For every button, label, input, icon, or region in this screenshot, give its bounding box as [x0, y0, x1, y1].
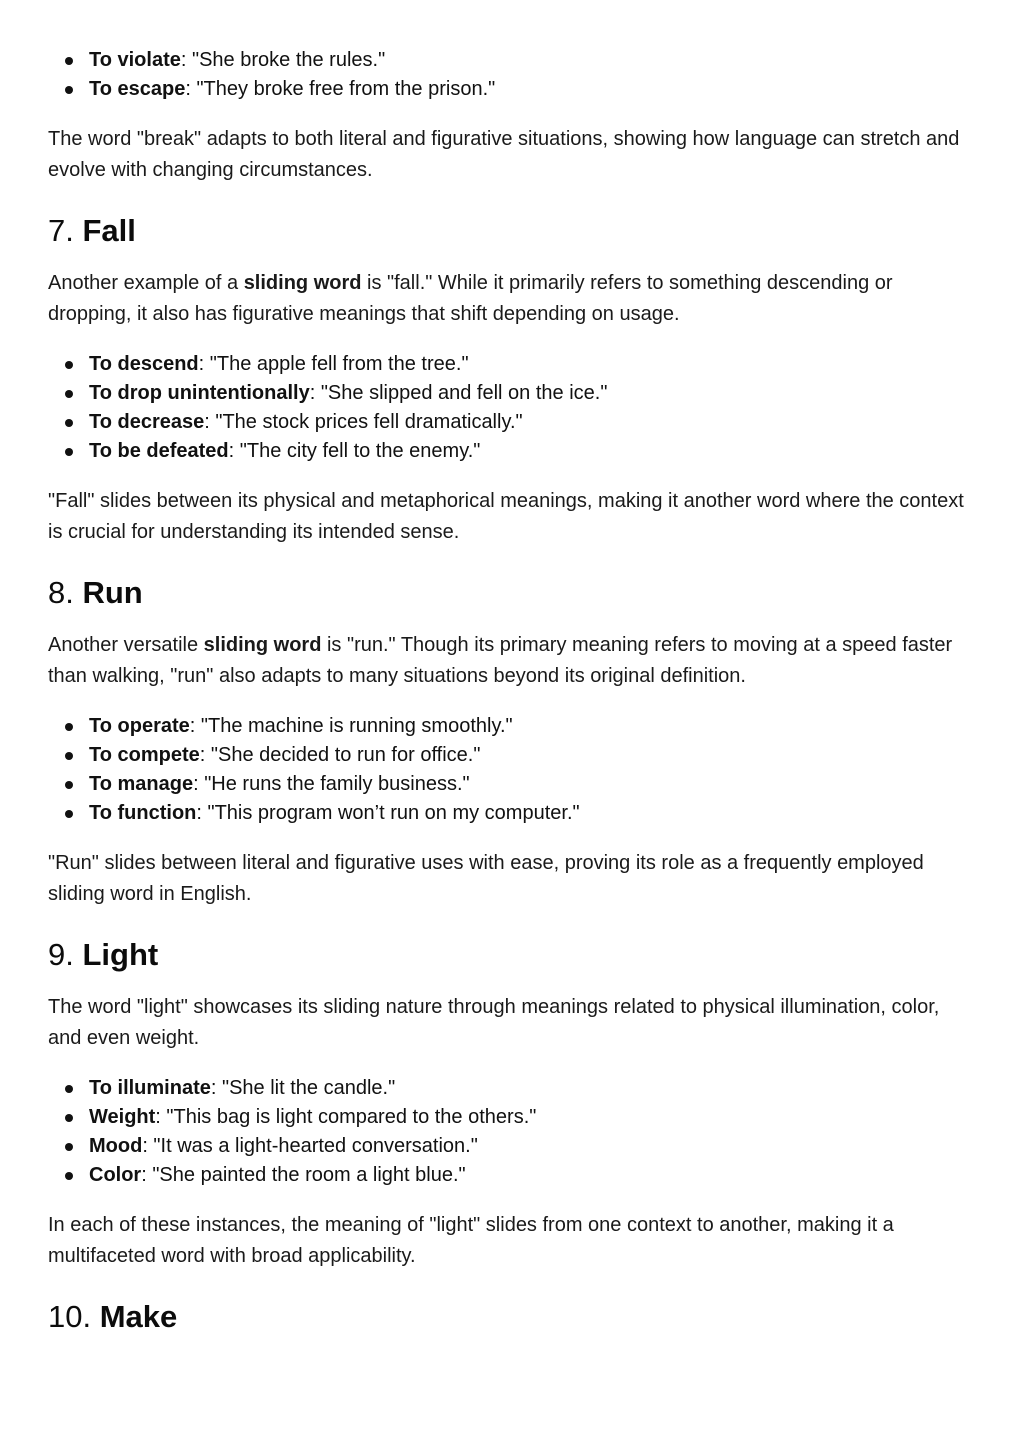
section-number: 8.: [48, 575, 74, 610]
section-title: Make: [99, 1299, 178, 1334]
section-closing-paragraph: "Run" slides between literal and figurative uses with ease, proving its role as a frequently employed sliding word in English.: [48, 852, 924, 905]
section-heading-fall: [48, 211, 968, 251]
list-item-text: : "The apple fell from the tree.": [198, 353, 469, 375]
section-number: 10.: [48, 1299, 92, 1334]
list-item-text: : "He runs the family business.": [193, 773, 470, 795]
fall-bullet-list: [48, 350, 968, 466]
list-item: [89, 1132, 968, 1161]
list-item-term: To operate: [89, 715, 190, 737]
section-number: 9.: [48, 937, 74, 972]
list-item: [89, 712, 968, 741]
section-title: Light: [82, 937, 159, 972]
list-item: [89, 379, 968, 408]
section-heading-run: [48, 573, 968, 613]
list-item-term: To violate: [89, 49, 181, 71]
list-item-term: To descend: [89, 353, 199, 375]
list-item-text: : "The machine is running smoothly.": [189, 715, 513, 737]
list-item-text: : "This bag is light compared to the others.": [155, 1106, 537, 1128]
list-item-text: : "They broke free from the prison.": [185, 78, 496, 100]
list-item: [89, 75, 968, 104]
section-title: Fall: [82, 213, 136, 248]
section-number: 7.: [48, 213, 74, 248]
list-item-text: : "She decided to run for office.": [199, 744, 481, 766]
list-item-term: To be defeated: [89, 440, 229, 462]
section-heading-light: [48, 935, 968, 975]
list-item-text: : "The stock prices fell dramatically.": [204, 411, 523, 433]
list-item: [89, 1161, 968, 1190]
list-item-term: Weight: [89, 1106, 156, 1128]
list-item: [89, 350, 968, 379]
list-item-text: : "She slipped and fell on the ice.": [309, 382, 608, 404]
list-item-text: : "She lit the candle.": [210, 1077, 396, 1099]
list-item: [89, 408, 968, 437]
list-item: [89, 46, 968, 75]
break-closing-paragraph: The word "break" adapts to both literal and figurative situations, showing how language can stretch and evolve with changing circumstances.: [48, 128, 960, 181]
list-item-term: Color: [89, 1164, 142, 1186]
list-item-term: To compete: [89, 744, 200, 766]
list-item-text: : "It was a light-hearted conversation.": [142, 1135, 478, 1157]
list-item: [89, 799, 968, 828]
section-heading-make: [48, 1297, 968, 1337]
section-intro-paragraph: Another example of a sliding word is "fall." While it primarily refers to something descending or dropping, it also has figurative meanings that shift depending on usage.: [48, 272, 893, 325]
section-intro-paragraph: The word "light" showcases its sliding nature through meanings related to physical illumination, color, and even weight.: [48, 996, 940, 1049]
list-item-term: To drop unintentionally: [89, 382, 310, 404]
list-item-text: : "This program won’t run on my computer.": [196, 802, 580, 824]
list-item-term: To decrease: [89, 411, 205, 433]
list-item-text: : "She broke the rules.": [180, 49, 386, 71]
list-item-term: To manage: [89, 773, 194, 795]
section-intro-paragraph: Another versatile sliding word is "run." Though its primary meaning refers to moving at a speed faster than walking, "run" also adapts to many situations beyond its original definition.: [48, 634, 953, 687]
list-item-term: To illuminate: [89, 1077, 211, 1099]
list-item: [89, 437, 968, 466]
list-item-term: To escape: [89, 78, 186, 100]
list-item: [89, 741, 968, 770]
list-item: [89, 770, 968, 799]
light-bullet-list: [48, 1074, 968, 1190]
list-item: [89, 1074, 968, 1103]
list-item-text: : "The city fell to the enemy.": [228, 440, 481, 462]
section-title: Run: [82, 575, 143, 610]
run-bullet-list: [48, 712, 968, 828]
list-item: [89, 1103, 968, 1132]
list-item-term: To function: [89, 802, 197, 824]
list-item-term: Mood: [89, 1135, 143, 1157]
section-closing-paragraph: In each of these instances, the meaning of "light" slides from one context to another, making it a multifaceted word with broad applicability.: [48, 1214, 894, 1267]
list-item-text: : "She painted the room a light blue.": [141, 1164, 466, 1186]
intro-bullet-list: [48, 46, 968, 104]
section-closing-paragraph: "Fall" slides between its physical and metaphorical meanings, making it another word where the context is crucial for understanding its intended sense.: [48, 490, 964, 543]
